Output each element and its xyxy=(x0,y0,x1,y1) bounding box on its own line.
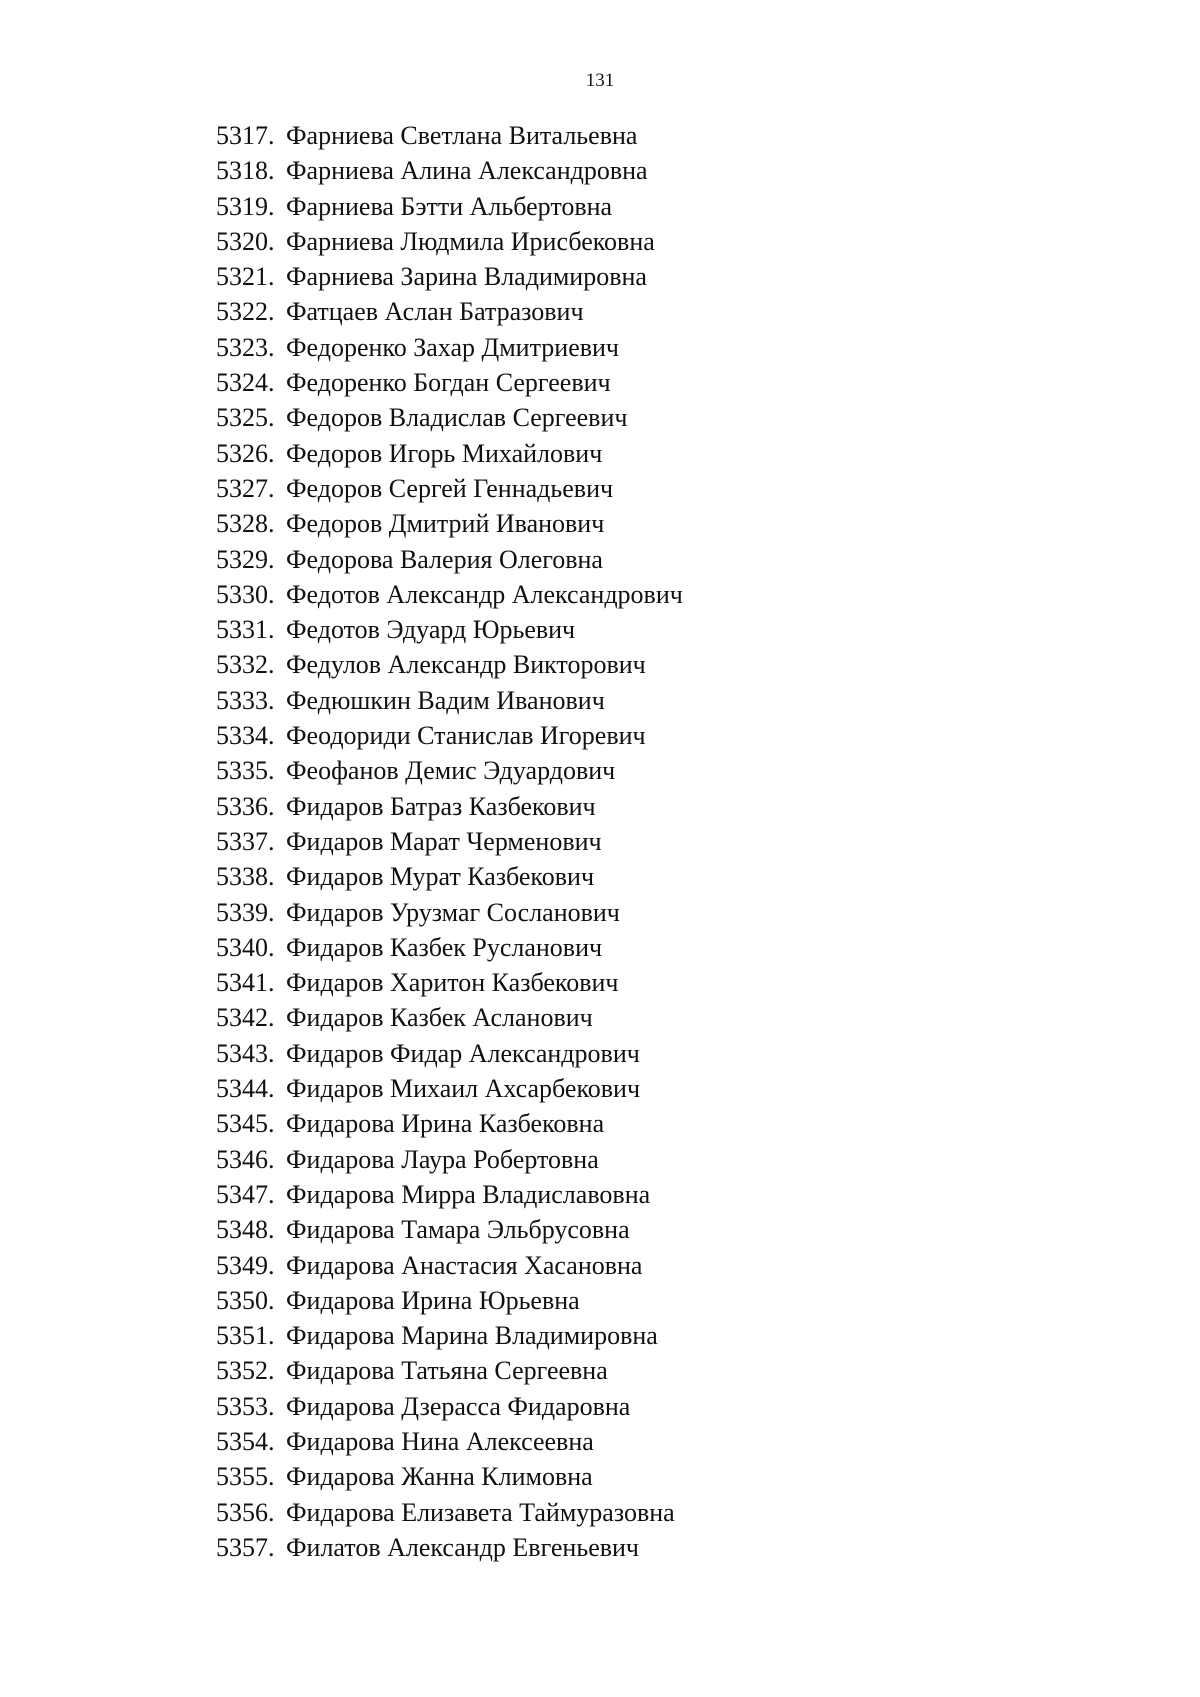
list-item xyxy=(216,118,683,153)
entry-name: Фидарова Мирра Владиславовна xyxy=(286,1179,651,1209)
list-item xyxy=(216,542,683,577)
entry-number: 5328. xyxy=(216,509,275,539)
entry-name: Фидаров Мурат Казбекович xyxy=(286,862,595,892)
entry-number: 5349. xyxy=(216,1250,275,1280)
entry-number: 5320. xyxy=(216,226,275,256)
entry-name: Федоров Дмитрий Иванович xyxy=(286,509,605,539)
list-item xyxy=(216,400,683,435)
entry-number: 5352. xyxy=(216,1356,275,1386)
entry-name: Федорова Валерия Олеговна xyxy=(286,544,603,574)
entry-number: 5330. xyxy=(216,579,275,609)
list-item xyxy=(216,259,683,294)
entry-name: Фидарова Марина Владимировна xyxy=(286,1321,658,1351)
list-item xyxy=(216,1353,683,1388)
list-item xyxy=(216,1495,683,1530)
entry-number: 5353. xyxy=(216,1391,275,1421)
entry-number: 5338. xyxy=(216,862,275,892)
entry-name: Фарниева Зарина Владимировна xyxy=(286,262,647,292)
entry-name: Федоров Сергей Геннадьевич xyxy=(286,473,614,503)
entry-number: 5354. xyxy=(216,1426,275,1456)
list-item xyxy=(216,224,683,259)
entry-number: 5331. xyxy=(216,615,275,645)
list-item xyxy=(216,1318,683,1353)
entry-name: Фидаров Казбек Русланович xyxy=(286,932,603,962)
entry-name: Фидарова Дзерасса Фидаровна xyxy=(286,1391,631,1421)
entry-number: 5355. xyxy=(216,1462,275,1492)
list-item xyxy=(216,365,683,400)
entry-number: 5350. xyxy=(216,1285,275,1315)
entry-number: 5329. xyxy=(216,544,275,574)
list-item xyxy=(216,647,683,682)
list-item xyxy=(216,577,683,612)
entry-number: 5321. xyxy=(216,262,275,292)
list-item xyxy=(216,1530,683,1565)
entry-number: 5318. xyxy=(216,156,275,186)
entry-name: Феодориди Станислав Игоревич xyxy=(286,721,646,751)
list-item xyxy=(216,294,683,329)
entry-name: Фидарова Елизавета Таймуразовна xyxy=(286,1497,675,1527)
list-item xyxy=(216,1212,683,1247)
entry-number: 5327. xyxy=(216,473,275,503)
entry-number: 5339. xyxy=(216,897,275,927)
entry-number: 5337. xyxy=(216,826,275,856)
list-item xyxy=(216,189,683,224)
entry-name: Федоренко Богдан Сергеевич xyxy=(286,368,611,398)
entry-name: Фидарова Ирина Казбековна xyxy=(286,1109,605,1139)
list-item xyxy=(216,436,683,471)
entry-number: 5334. xyxy=(216,721,275,751)
list-item xyxy=(216,330,683,365)
page-number: 131 xyxy=(585,70,615,91)
list-item xyxy=(216,1459,683,1494)
entry-name: Фидарова Ирина Юрьевна xyxy=(286,1285,580,1315)
entry-number: 5332. xyxy=(216,650,275,680)
entry-name: Фидаров Марат Черменович xyxy=(286,826,602,856)
entry-number: 5326. xyxy=(216,438,275,468)
entry-name: Филатов Александр Евгеньевич xyxy=(286,1532,640,1562)
entry-name: Фидаров Фидар Александрович xyxy=(286,1038,640,1068)
entry-name: Фидаров Батраз Казбекович xyxy=(286,791,596,821)
list-item xyxy=(216,1248,683,1283)
entry-number: 5323. xyxy=(216,332,275,362)
entry-name: Фарниева Алина Александровна xyxy=(286,156,648,186)
list-item xyxy=(216,1106,683,1141)
entry-name: Фарниева Светлана Витальевна xyxy=(286,121,638,150)
entry-name: Фидарова Тамара Эльбрусовна xyxy=(286,1215,630,1245)
entry-number: 5344. xyxy=(216,1074,275,1104)
entry-name: Фидаров Харитон Казбекович xyxy=(286,968,619,998)
entry-name: Фидаров Михаил Ахсарбекович xyxy=(286,1074,641,1104)
entry-name: Фатцаев Аслан Батразович xyxy=(286,297,584,327)
entry-number: 5343. xyxy=(216,1038,275,1068)
list-item xyxy=(216,683,683,718)
entry-number: 5325. xyxy=(216,403,275,433)
entry-number: 5335. xyxy=(216,756,275,786)
entry-name: Фидаров Урузмаг Сосланович xyxy=(286,897,620,927)
entry-number: 5317. xyxy=(216,121,275,150)
entry-number: 5324. xyxy=(216,368,275,398)
entry-name: Федюшкин Вадим Иванович xyxy=(286,685,605,715)
entry-number: 5357. xyxy=(216,1532,275,1562)
entry-name: Федулов Александр Викторович xyxy=(286,650,646,680)
entry-name: Фидарова Анастасия Хасановна xyxy=(286,1250,643,1280)
entry-name: Фидарова Нина Алексеевна xyxy=(286,1426,594,1456)
entry-number: 5319. xyxy=(216,191,275,221)
list-item xyxy=(216,824,683,859)
list-item xyxy=(216,1177,683,1212)
entry-name: Фидарова Жанна Климовна xyxy=(286,1462,593,1492)
list-item xyxy=(216,506,683,541)
list-item xyxy=(216,930,683,965)
entry-number: 5345. xyxy=(216,1109,275,1139)
entry-name: Фарниева Бэтти Альбертовна xyxy=(286,191,613,221)
entry-number: 5340. xyxy=(216,932,275,962)
list-item xyxy=(216,789,683,824)
list-item xyxy=(216,965,683,1000)
list-item xyxy=(216,895,683,930)
entry-number: 5342. xyxy=(216,1003,275,1033)
entry-number: 5351. xyxy=(216,1321,275,1351)
entry-name: Федоров Владислав Сергеевич xyxy=(286,403,628,433)
entry-name: Фарниева Людмила Ирисбековна xyxy=(286,226,655,256)
entry-name: Федоров Игорь Михайлович xyxy=(286,438,603,468)
entry-number: 5333. xyxy=(216,685,275,715)
list-item xyxy=(216,1142,683,1177)
list-item xyxy=(216,1000,683,1035)
list-item xyxy=(216,1071,683,1106)
entry-number: 5346. xyxy=(216,1144,275,1174)
name-list xyxy=(216,118,683,1565)
entry-number: 5348. xyxy=(216,1215,275,1245)
list-item xyxy=(216,859,683,894)
entry-name: Федоренко Захар Дмитриевич xyxy=(286,332,619,362)
list-item xyxy=(216,471,683,506)
list-item xyxy=(216,153,683,188)
entry-number: 5356. xyxy=(216,1497,275,1527)
entry-name: Федотов Эдуард Юрьевич xyxy=(286,615,576,645)
list-item xyxy=(216,1424,683,1459)
entry-name: Фидарова Лаура Робертовна xyxy=(286,1144,599,1174)
list-item xyxy=(216,1036,683,1071)
entry-number: 5341. xyxy=(216,968,275,998)
entry-name: Федотов Александр Александрович xyxy=(286,579,683,609)
entry-number: 5322. xyxy=(216,297,275,327)
entry-number: 5347. xyxy=(216,1179,275,1209)
entry-name: Феофанов Демис Эдуардович xyxy=(286,756,616,786)
list-item xyxy=(216,1389,683,1424)
list-item xyxy=(216,753,683,788)
list-item xyxy=(216,718,683,753)
list-item xyxy=(216,1283,683,1318)
entry-name: Фидаров Казбек Асланович xyxy=(286,1003,593,1033)
entry-number: 5336. xyxy=(216,791,275,821)
list-item xyxy=(216,612,683,647)
entry-name: Фидарова Татьяна Сергеевна xyxy=(286,1356,608,1386)
